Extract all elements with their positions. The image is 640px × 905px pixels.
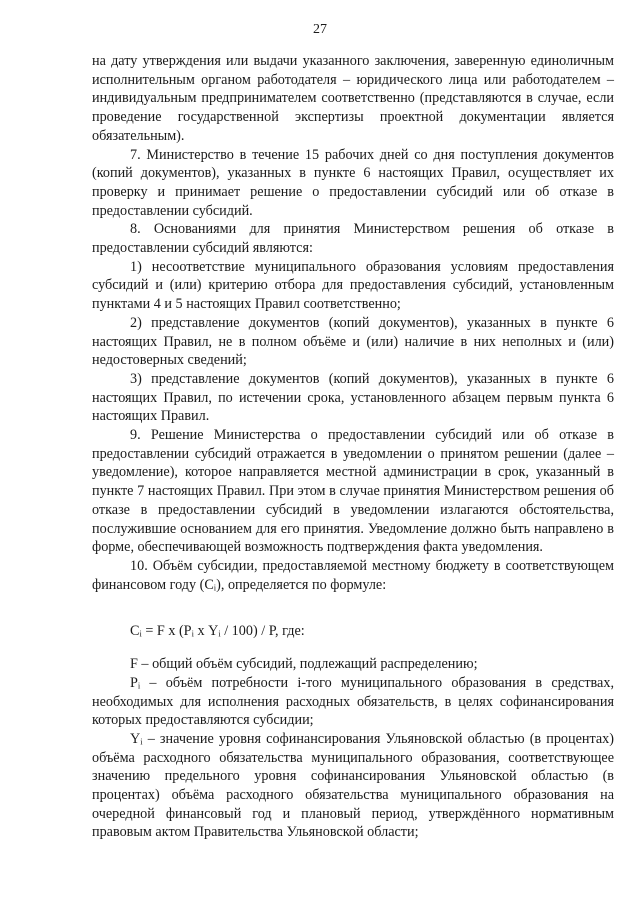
definition-Y: Yᵢ – значение уровня софинансирования Ульяновской областью (в процентах) объёма расходного обязательства муниципального образования, соответствующее значению предельного уровня софинансирования Ульяновской областью (в процентах) объёма расходного обязательства муниципального образования на очередной финансовый год и плановый период, утверждённого нормативным правовым актом Правительства Ульяновской области; [92,730,614,841]
formula: Сᵢ = F х (Рᵢ х Yᵢ / 100) / P, где: [130,623,305,640]
paragraph-8: 8. Основаниями для принятия Министерством решения об отказе в предоставлении субсидий являются: [92,221,614,257]
definition-F: F – общий объём субсидий, подлежащий распределению; [130,656,478,673]
paragraph-7: 7. Министерство в течение 15 рабочих дней со дня поступления документов (копий документов), указанных в пункте 6 настоящих Правил, осуществляет их проверку и принимает решение о предоставлении субсидий или об отказе в предоставлении субсидий. [92,146,614,219]
definition-P: Рᵢ – объём потребности i-того муниципального образования в средствах, необходимых для исполнения расходных обязательств, в целях софинансирования которых предоставляются субсидии; [92,674,614,729]
paragraph-8-item-1: 1) несоответствие муниципального образования условиям предоставления субсидий и (или) критерию отбора для предоставления субсидий, установленным пунктами 4 и 5 настоящих Правил соответственно; [92,258,614,313]
paragraph-8-item-2: 2) представление документов (копий документов), указанных в пункте 6 настоящих Правил, не в полном объёме и (или) наличие в них неполных и (или) недостоверных сведений; [92,314,614,369]
paragraph-continuation: на дату утверждения или выдачи указанного заключения, заверенную единоличным исполнительным органом работодателя – юридического лица или работодателем – индивидуальным предпринимателем соответственно (представляются в случае, если проведение государственной экспертизы проектной документации является обязательным). [92,53,614,144]
paragraph-10: 10. Объём субсидии, предоставляемой местному бюджету в соответствующем финансовом году (Сᵢ), определяется по формуле: [92,557,614,593]
paragraph-9: 9. Решение Министерства о предоставлении субсидий или об отказе в предоставлении субсидий отражается в уведомлении о принятом решении (далее – уведомление), которое направляется местной администрации в срок, указанный в пункте 7 настоящих Правил. При этом в случае принятия Министерством решения об отказе в предоставлении субсидий в уведомлении излагаются обстоятельства, послужившие основанием для его принятия. Уведомление должно быть направлено в форме, обеспечивающей возможность подтверждения факта уведомления. [92,427,614,556]
document-body [92,52,614,842]
paragraph-8-item-3: 3) представление документов (копий документов), указанных в пункте 6 настоящих Правил, по истечении срока, установленного абзацем первым пункта 6 настоящих Правил. [92,370,614,425]
page-number: 27 [313,22,327,37]
